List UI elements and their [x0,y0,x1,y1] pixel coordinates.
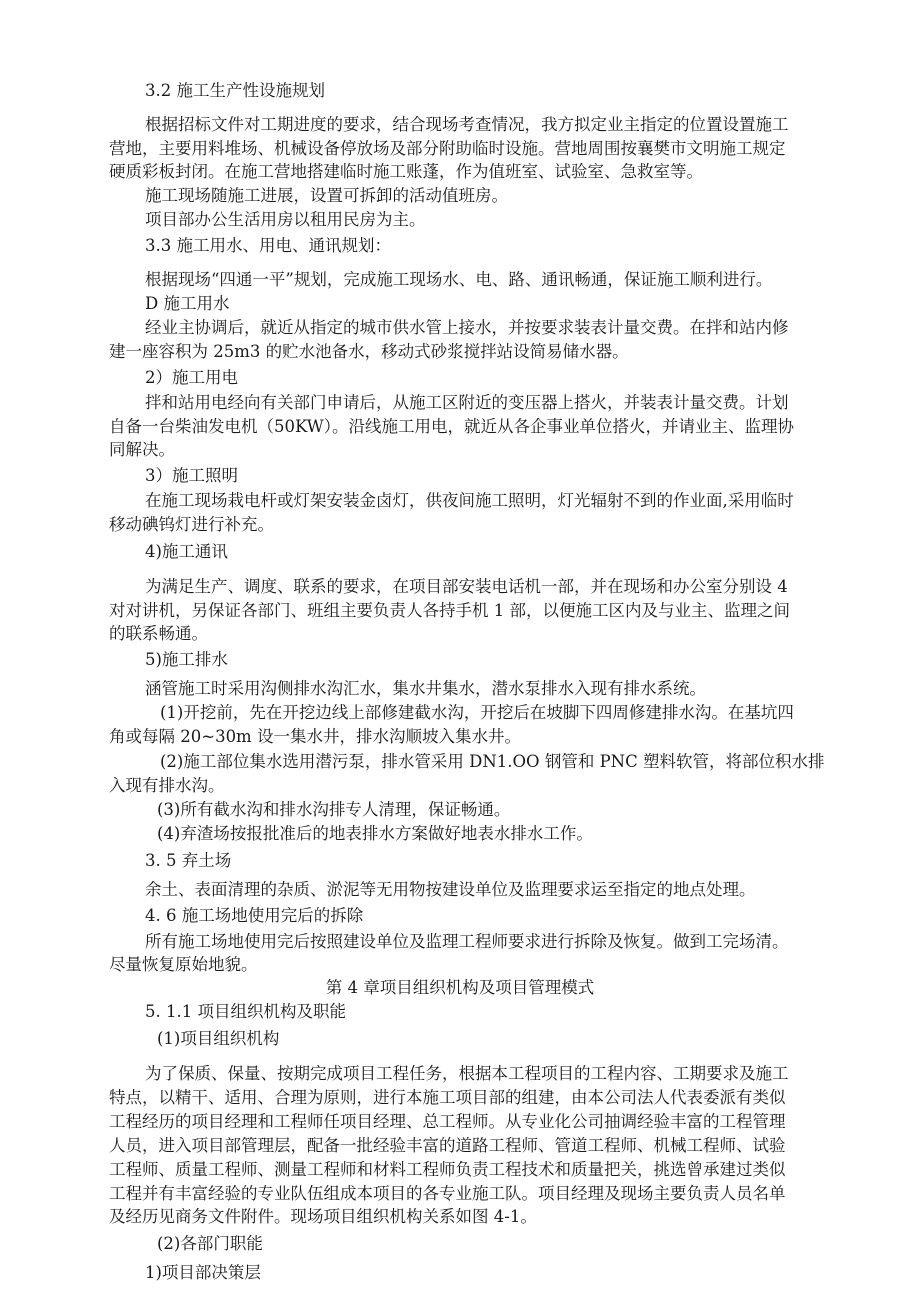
section-heading: 4. 6 施工场地使用完后的拆除 [145,906,364,925]
subheading: 5)施工排水 [145,650,228,669]
paragraph-line: 为满足生产、调度、联系的要求，在项目部安装电话机一部，并在现场和办公室分别设 4 [145,577,788,596]
section-heading: 3.3 施工用水、用电、通讯规划： [145,236,391,255]
paragraph-line: 同解决。 [109,440,175,459]
paragraph-line: 尽量恢复原始地貌。 [109,955,258,974]
paragraph-line: 工程并有丰富经验的专业队伍组成本项目的各专业施工队。项目经理及现场主要负责人员名单 [109,1184,786,1203]
paragraph-line: 自备一台柴油发电机（50KW）。沿线施工用电，就近从各企事业单位搭火，并请业主、监理协 [109,417,794,436]
section-heading: 3. 5 弃土场 [145,851,232,870]
paragraph-line: 人员，进入项目部管理层，配备一批经验丰富的道路工程师、管道工程师、机械工程师、试验 [109,1136,786,1155]
paragraph-line: 经业主协调后，就近从指定的城市供水管上接水，并按要求装表计量交费。在拌和站内修 [145,318,789,337]
subheading: 2）施工用电 [145,368,238,387]
paragraph-line: 余土、表面清理的杂质、淤泥等无用物按建设单位及监理要求运至指定的地点处理。 [145,880,756,899]
paragraph-line: 所有施工场地使用完后按照建设单位及监理工程师要求进行拆除及恢复。做到工完场清。 [145,932,789,951]
section-heading: 5. 1.1 项目组织机构及职能 [145,1002,346,1021]
paragraph-line: 工程师、质量工程师、测量工程师和材料工程师负责工程技术和质量把关，挑选曾承建过类似 [109,1160,786,1179]
paragraph-line: 入现有排水沟。 [109,776,225,795]
paragraph-line: 的联系畅通。 [109,624,208,643]
paragraph-line: 在施工现场栽电杆或灯架安装金卤灯，供夜间施工照明，灯光辐射不到的作业面,采用临时 [145,491,794,510]
paragraph-line: 角或每隔 20~30m 设一集水井，排水沟顺坡入集水井。 [109,727,521,746]
paragraph-line: 项目部办公生活用房以租用民房为主。 [145,210,426,229]
paragraph-line: 营地，主要用料堆场、机械设备停放场及部分附助临时设施。营地周围按襄樊市文明施工规定 [109,139,786,158]
list-item: (1)开挖前，先在开挖边线上部修建截水沟，开挖后在坡脚下四周修建排水沟。在基坑四 [160,703,794,722]
subheading: D 施工用水 [145,294,230,313]
subheading: 3）施工照明 [145,466,238,485]
paragraph-line: 根据招标文件对工期进度的要求，结合现场考查情况，我方拟定业主指定的位置设置施工 [145,115,789,134]
paragraph-line: 特点，以精干、适用、合理为原则，进行本施工项目部的组建，由本公司法人代表委派有类似 [109,1088,786,1107]
list-item: (4)弃渣场按报批准后的地表排水方案做好地表水排水工作。 [157,824,593,843]
paragraph-line: 为了保质、保量、按期完成项目工程任务，根据本工程项目的工程内容、工期要求及施工 [145,1064,789,1083]
paragraph-line: 对对讲机，另保证各部门、班组主要负责人各持手机 1 部，以便施工区内及与业主、监理之间 [109,601,790,620]
paragraph-line: 硬质彩板封闭。在施工营地搭建临时施工账蓬，作为值班室、试验室、急救室等。 [109,162,703,181]
chapter-title: 第 4 章项目组织机构及项目管理模式 [325,978,595,997]
section-heading: 3.2 施工生产性设施规划 [145,81,325,100]
paragraph-line: 建一座容积为 25m3 的贮水池备水，移动式砂浆搅拌站设简易储水器。 [109,342,629,361]
list-item: (2)施工部位集水选用潜污泵，排水管采用 DN1.OO 钢管和 PNC 塑料软管，将部位积水排 [160,752,825,771]
subheading: (1)项目组织机构 [157,1029,280,1048]
paragraph-line: 及经历见商务文件附件。现场项目组织机构关系如图 4-1。 [109,1207,537,1226]
list-item: (3)所有截水沟和排水沟排专人清理，保证畅通。 [157,800,511,819]
subheading: 1)项目部决策层 [145,1263,261,1282]
subheading: 4)施工通讯 [145,542,228,561]
paragraph-line: 拌和站用电经向有关部门申请后，从施工区附近的变压器上搭火，并装表计量交费。计划 [145,393,789,412]
paragraph-line: 涵管施工时采用沟侧排水沟汇水，集水井集水，潜水泵排水入现有排水系统。 [145,679,706,698]
paragraph-line: 移动碘钨灯进行补充。 [109,515,274,534]
paragraph-line: 根据现场“四通一平”规划，完成施工现场水、电、路、通讯畅通，保证施工顺利进行。 [145,270,773,289]
subheading: (2)各部门职能 [157,1234,263,1253]
paragraph-line: 工程经历的项目经理和工程师任项目经理、总工程师。从专业化公司抽调经验丰富的工程管理 [109,1112,786,1131]
paragraph-line: 施工现场随施工进展，设置可拆卸的活动值班房。 [145,186,508,205]
